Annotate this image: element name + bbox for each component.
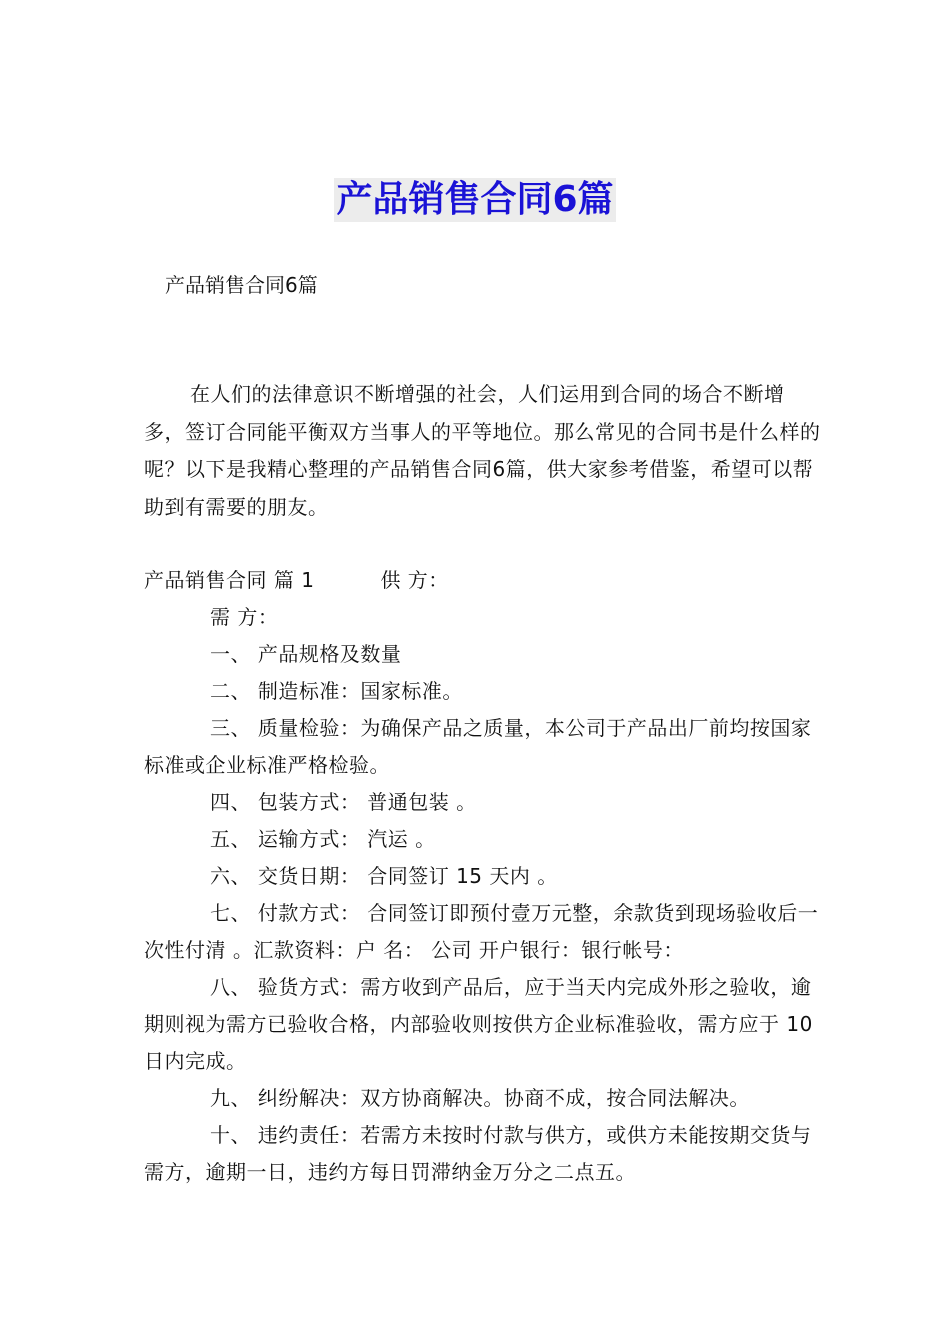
clause-2: 二、 制造标准：国家标准。 — [210, 679, 463, 703]
contract-heading: 产品销售合同 篇 1 — [144, 568, 315, 592]
clause-4: 四、 包装方式： 普通包装 。 — [210, 790, 477, 814]
clause-9: 九、 纠纷解决：双方协商解决。协商不成，按合同法解决。 — [210, 1086, 750, 1110]
clause-7: 七、 付款方式： 合同签订即预付壹万元整，余款货到现场验收后一次性付清 。汇款资料：户 名： 公司 开户银行：银行帐号： — [144, 901, 819, 962]
document-title — [0, 178, 950, 228]
clause-5: 五、 运输方式： 汽运 。 — [210, 827, 436, 851]
document-title-text: 产品销售合同6篇 — [336, 179, 614, 220]
contract-heading-line — [144, 562, 824, 599]
supplier-label: 供 方： — [380, 568, 449, 592]
contract-section — [144, 562, 824, 1191]
clause-1: 一、 产品规格及数量 — [210, 642, 402, 666]
clause-6: 六、 交货日期： 合同签订 15 天内 。 — [210, 864, 558, 888]
clause-8: 八、 验货方式：需方收到产品后，应于当天内完成外形之验收，逾期则视为需方已验收合格，内部验收则按供方企业标准验收，需方应于 10 日内完成。 — [144, 975, 813, 1073]
clause-10: 十、 违约责任：若需方未按时付款与供方，或供方未能按期交货与需方，逾期一日，违约方每日罚滞纳金万分之二点五。 — [144, 1123, 812, 1184]
intro-paragraph: 在人们的法律意识不断增强的社会，人们运用到合同的场合不断增多，签订合同能平衡双方当事人的平等地位。那么常见的合同书是什么样的呢？以下是我精心整理的产品销售合同6篇，供大家参考借鉴，希望可以帮助到有需要的朋友。 — [144, 382, 821, 519]
buyer-label: 需 方： — [210, 605, 279, 629]
clause-3: 三、 质量检验：为确保产品之质量，本公司于产品出厂前均按国家标准或企业标准严格检验。 — [144, 716, 812, 777]
document-subtitle: 产品销售合同6篇 — [165, 273, 318, 297]
